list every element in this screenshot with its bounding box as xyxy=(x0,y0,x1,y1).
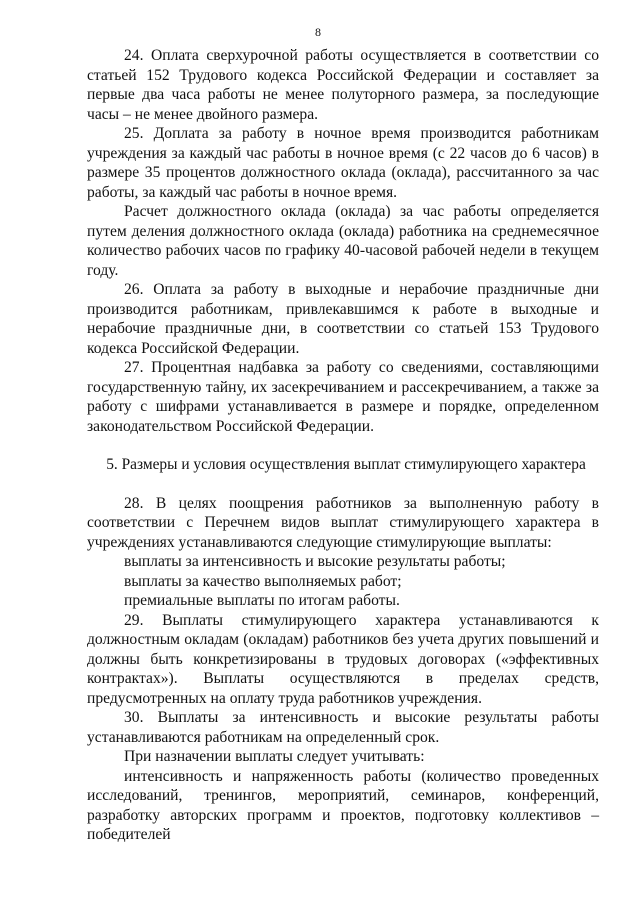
paragraph-criteria-intro: При назначении выплаты следует учитывать: xyxy=(124,748,425,765)
list-item: выплаты за качество выполняемых работ; xyxy=(124,572,402,590)
section-heading: 5. Размеры и условия осуществления выплат стимулирующего характера xyxy=(106,456,586,473)
paragraph-30: 30. Выплаты за интенсивность и высокие результаты работы устанавливаются работникам на определенный срок. xyxy=(87,709,599,746)
paragraph-25: 25. Доплата за работу в ночное время производится работникам учреждения за каждый час работы в ночное время (с 22 часов до 6 часов) в размере 35 процентов должностного оклада (оклада), рассчитанного за час работы, за каждый час работы в ночное время. xyxy=(87,125,599,201)
paragraph-27: 27. Процентная надбавка за работу со сведениями, составляющими государственную тайну, их засекречиванием и рассекречиванием, а также за работу с шифрами устанавливается в размере и порядке, определенном законодательством Российской Федерации. xyxy=(87,359,599,435)
paragraph-29: 29. Выплаты стимулирующего характера устанавливаются к должностным окладам (окладам) работников без учета других повышений и должны быть конкретизированы в трудовых договорах («эффективных контрактах»). Выплаты осуществляются в пределах средств, предусмотренных на оплату труда работников учреждения. xyxy=(87,611,599,707)
page-number: 8 xyxy=(315,25,321,39)
list-item: выплаты за интенсивность и высокие результаты работы; xyxy=(124,553,506,570)
paragraph-24: 24. Оплата сверхурочной работы осуществляется в соответствии со статьей 152 Трудового кодекса Российской Федерации и составляет за первые два часа работы не менее полуторного размера, за последующие часы – не менее двойного размера. xyxy=(87,47,599,123)
paragraph-26: 26. Оплата за работу в выходные и нерабочие праздничные дни производится работникам, привлекавшимся к работе в выходные и нерабочие праздничные дни, в соответствии со статьей 153 Трудового кодекса Российской Федерации. xyxy=(87,281,599,357)
paragraph-hourly-rate: Расчет должностного оклада (оклада) за час работы определяется путем деления должностного оклада (оклада) работника на среднемесячное количество рабочих часов по графику 40-часовой рабочей недели в текущем году. xyxy=(87,203,599,279)
paragraph-28: 28. В целях поощрения работников за выполненную работу в соответствии с Перечнем видов выплат стимулирующего характера в учреждениях устанавливаются следующие стимулирующие выплаты: xyxy=(87,494,599,551)
document-body xyxy=(87,46,599,845)
paragraph-criteria-intensity: интенсивность и напряженность работы (количество проведенных исследований, тренингов, мероприятий, семинаров, конференций, разработку авторских программ и проектов, подготовку коллективов – победителей xyxy=(87,767,599,843)
list-item: премиальные выплаты по итогам работы. xyxy=(124,592,400,609)
